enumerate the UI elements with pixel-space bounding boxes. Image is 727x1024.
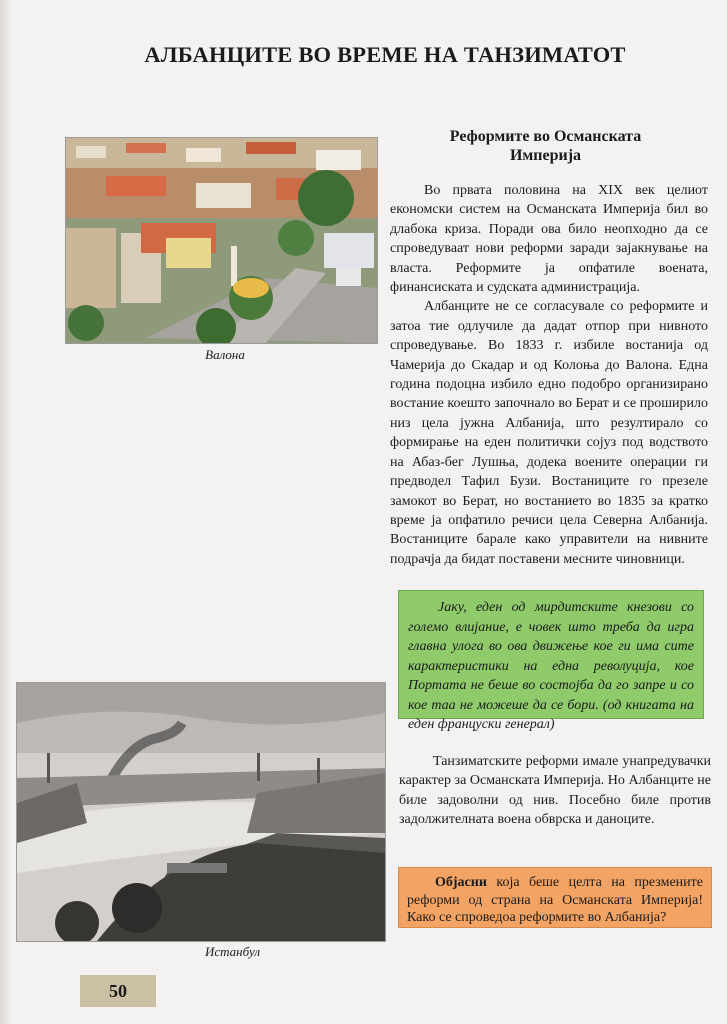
istanbul-caption: Истанбул bbox=[204, 944, 261, 959]
task-text: која беше целта на презмените реформи од страна на Османската Империја! Како се спроведоа реформите во Албанија? bbox=[407, 875, 703, 925]
page-number: 50 bbox=[80, 975, 156, 1007]
section-heading-line2: Империја bbox=[509, 147, 582, 164]
paragraph-1: Во првата половина на XIX век целиот економски систем на Османската Империја бил во длабока криза. Поради ова било неопходно да се спроведуваат нови реформи заради зајакнување на власта. Реформите ја опфатиле воената, финансиската и судската администрација. bbox=[390, 183, 708, 296]
page-edge bbox=[0, 0, 12, 1024]
section-heading bbox=[398, 127, 693, 165]
valona-photo bbox=[65, 137, 378, 344]
task-box bbox=[398, 867, 712, 928]
page-title: АЛБАНЦИТЕ ВО ВРЕМЕ НА ТАНЗИМАТОТ bbox=[144, 42, 626, 67]
valona-city-image bbox=[66, 138, 377, 343]
paragraph-3: Танзиматските реформи имале унапредувачки карактер за Османската Империја. Но Албанците не биле задоволни од нив. Посебно биле против задолжителната воена обврска и даноците. bbox=[399, 754, 711, 828]
body-text-bottom bbox=[399, 752, 711, 830]
istanbul-engraving bbox=[16, 682, 386, 942]
body-text-top bbox=[390, 181, 708, 569]
paragraph-2: Албанците не се согласувале со реформите и затоа тие одлучиле да дадат отпор при нивното спроведување. Во 1833 г. избиле востанија од Чамерија до Скадар и од Колоња до Валона. Една година подоцна избило едно подобро организирано востание коешто започнало во Берат и се проширило низ цела јужна Албанија, што резултирало со формирање на еден политички сојуз под водството на Абаз-бег Лушња, додека воените операции ги предводел Тафил Бузи. Востаниците го презеле замокот во Берат, но востанието во 1835 за кратко време ја опфатило речиси цела Северна Албанија. Востаниците барале како управители на нивните подрачја да бидат поставени месните чиновници. bbox=[390, 299, 708, 567]
task-lead: Објасни bbox=[435, 875, 487, 890]
valona-caption: Валона bbox=[205, 347, 245, 362]
istanbul-harbor-image bbox=[17, 683, 385, 941]
quote-box: Јаку, еден од мирдитските кнезови со големо влијание, е човек што треба да игра главна улога во ова движење кое ги има сите карактеристики на една револуција, кое Портата не беше во состојба да го запре и со кое таа не можеше да се бори. (од книгата на еден француски генерал) bbox=[398, 590, 704, 719]
section-heading-line1: Реформите во Османската bbox=[449, 128, 642, 145]
